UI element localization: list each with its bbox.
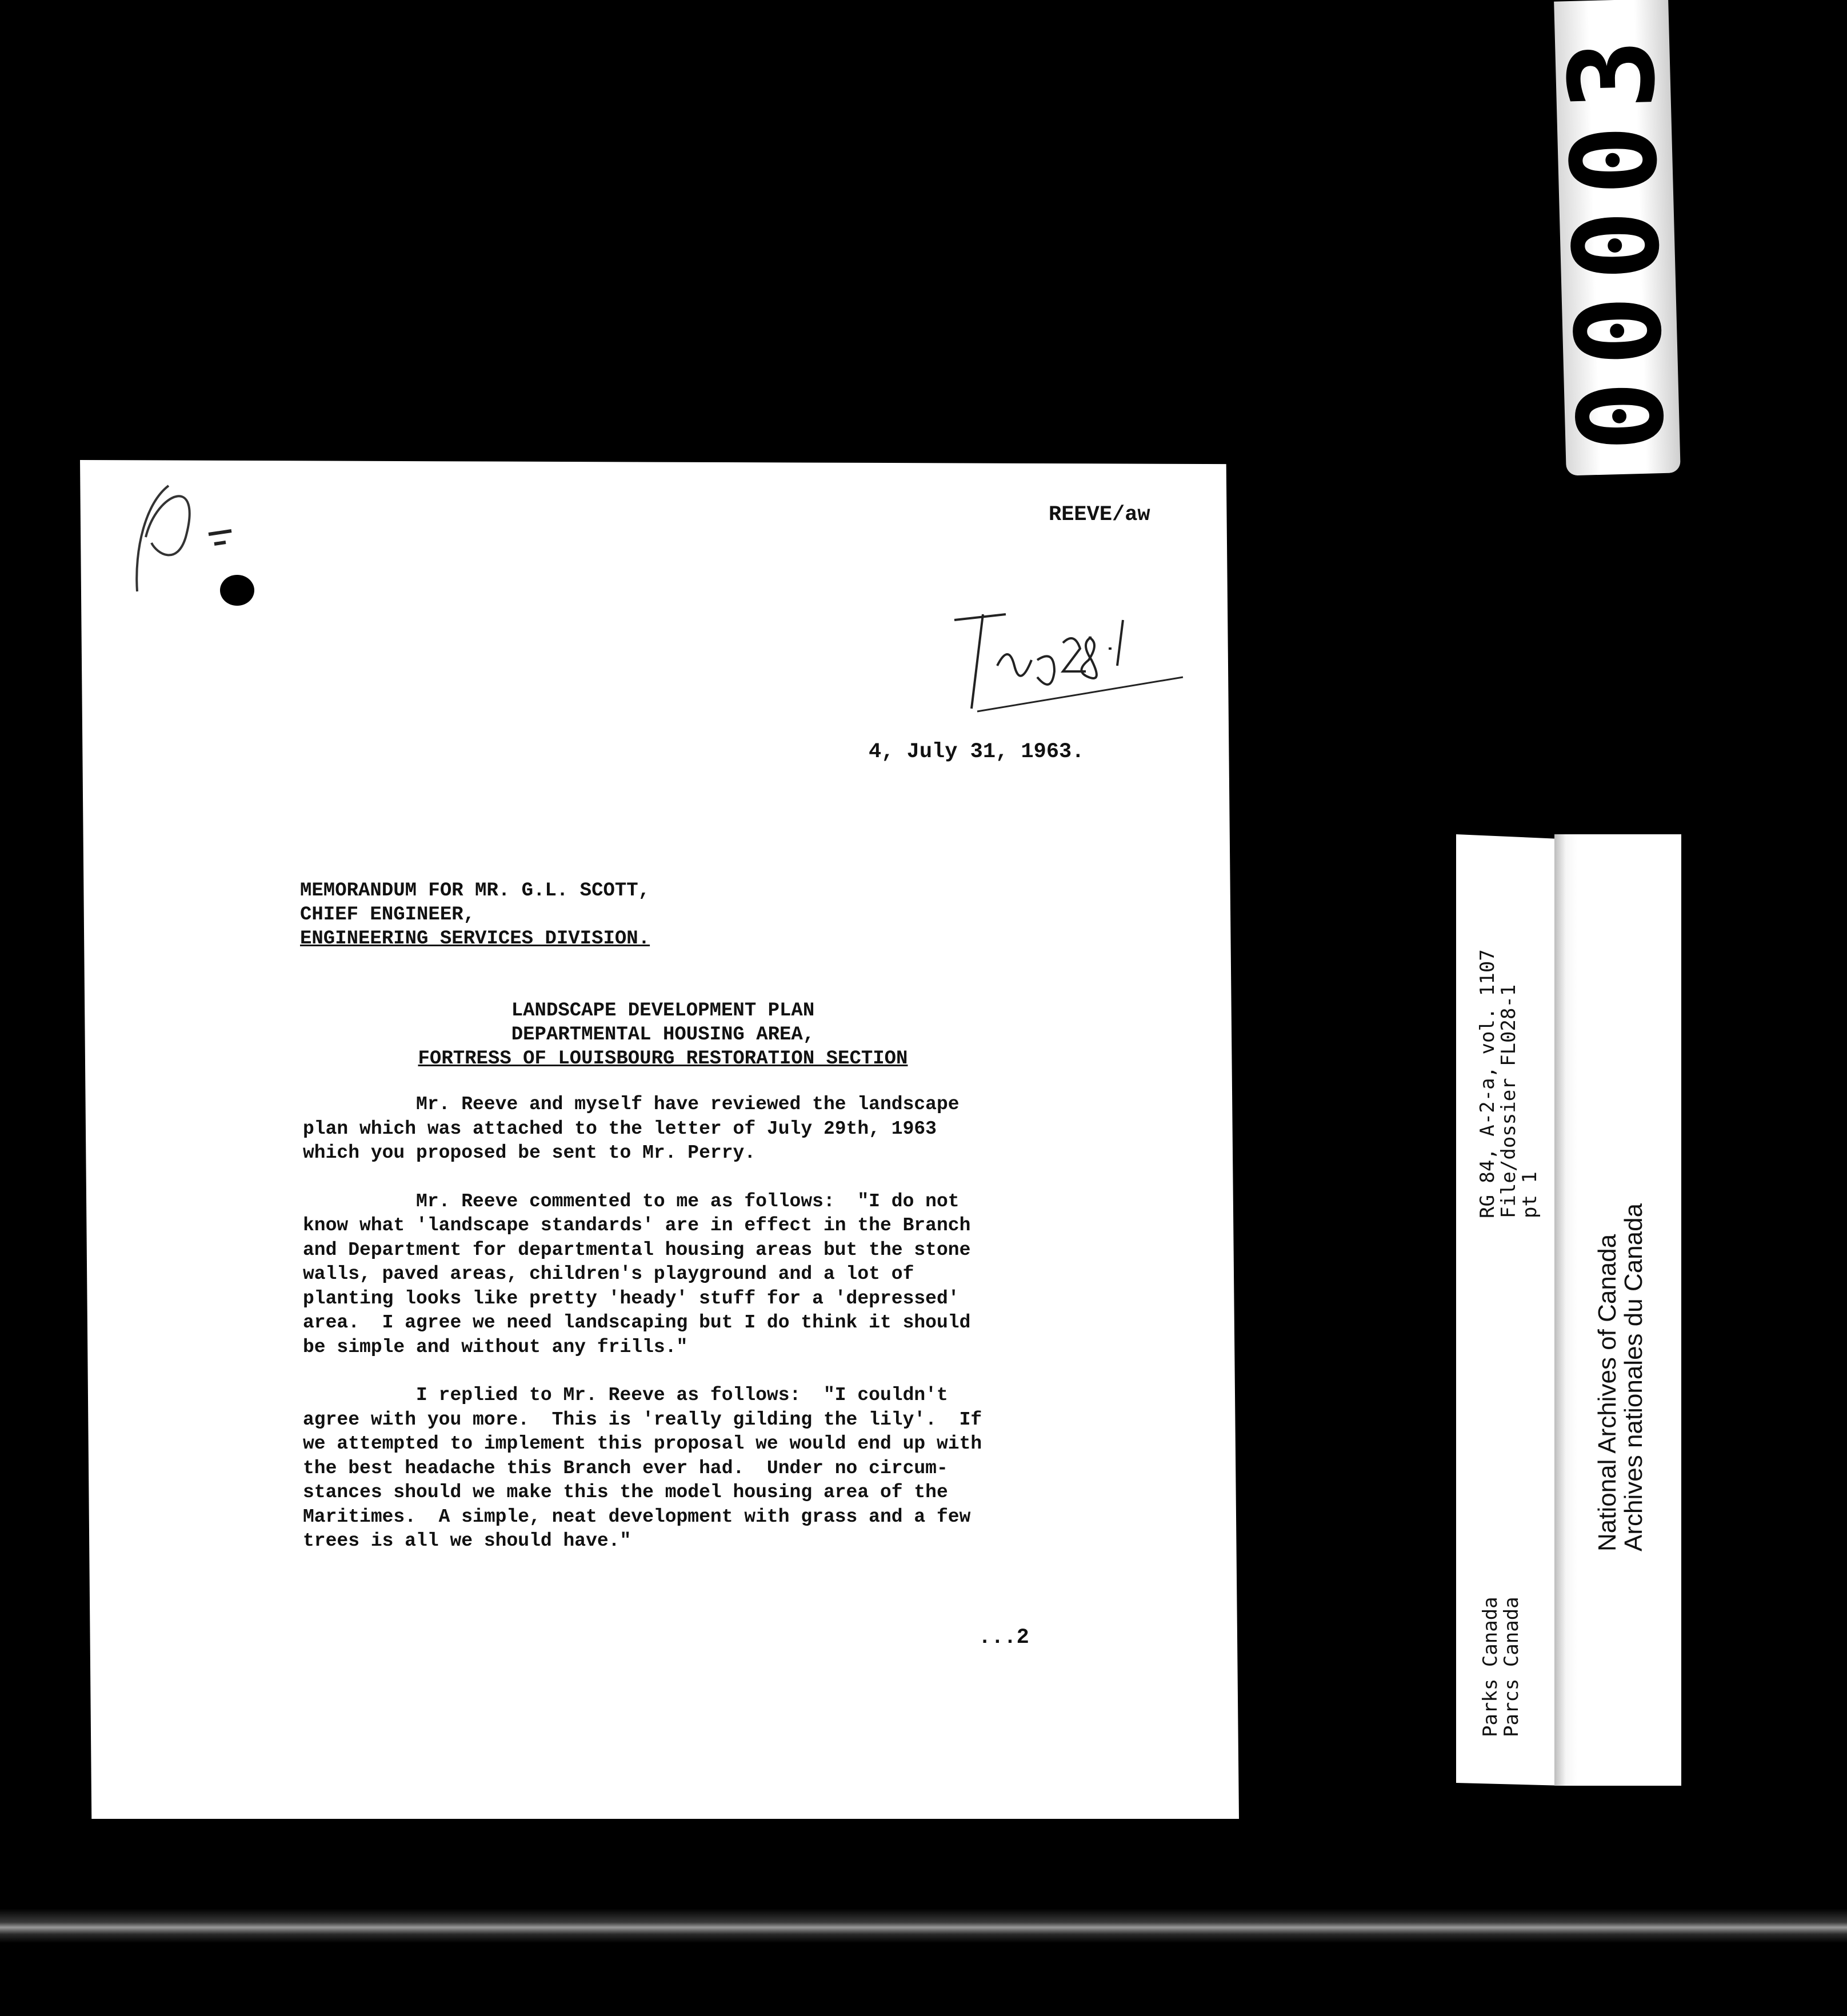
frame-number: 00003 <box>1544 22 1691 453</box>
reference-line: pt 1 <box>1518 1171 1541 1218</box>
memo-date: 4, July 31, 1963. <box>869 740 1085 764</box>
subject-line: LANDSCAPE DEVELOPMENT PLAN <box>511 1000 815 1022</box>
reference-line: RG 84, A-2-a, vol. 1107 <box>1476 949 1499 1218</box>
archival-reference <box>1477 949 1541 1218</box>
subject-line: DEPARTMENTAL HOUSING AREA, <box>511 1024 815 1046</box>
paragraph: Mr. Reeve commented to me as follows: "I do not know what 'landscape standards' are in effect in the Branch and Department for departmental housing areas but the stone walls, paved areas, children's playground and a lot of planting looks like pretty 'heady' stuff for a 'depressed' area. I agree we need landscaping but I do think it should be simple and without any frills." <box>303 1190 971 1358</box>
ink-blot <box>220 575 254 606</box>
archives-name <box>1594 1203 1647 1551</box>
reference-line: File/dossier FL028-1 <box>1497 984 1520 1218</box>
addressee-line: CHIEF ENGINEER, <box>300 904 475 926</box>
handwritten-initial <box>123 469 271 617</box>
handwritten-file-number <box>943 597 1189 717</box>
paragraph: Mr. Reeve and myself have reviewed the landscape plan which was attached to the letter of July 29th, 1963 which you proposed be sent to Mr. Perry. <box>303 1094 960 1163</box>
addressee-block <box>300 879 650 951</box>
agency-line: Parcs Canada <box>1500 1597 1523 1737</box>
subject-block <box>409 999 917 1071</box>
archives-line: Archives nationales du Canada <box>1620 1203 1648 1551</box>
memo-body <box>303 1093 1057 1578</box>
film-edge <box>0 1909 1847 1943</box>
frame-number-strip <box>1544 0 1691 475</box>
reference-initials: REEVE/aw <box>1049 503 1150 527</box>
continuation-marker: ...2 <box>978 1626 1029 1650</box>
addressee-line: ENGINEERING SERVICES DIVISION. <box>300 928 650 950</box>
subject-line: FORTRESS OF LOUISBOURG RESTORATION SECTION <box>418 1048 908 1070</box>
addressee-line: MEMORANDUM FOR MR. G.L. SCOTT, <box>300 880 650 902</box>
agency-line: Parks Canada <box>1479 1597 1502 1737</box>
archives-line: National Archives of Canada <box>1593 1234 1621 1551</box>
agency-name <box>1480 1597 1522 1737</box>
paragraph: I replied to Mr. Reeve as follows: "I couldn't agree with you more. This is 'really gilding the lily'. If we attempted to implement this proposal we would end up with the best headache this Branch ever had. Under no circum- stances should we make this the model housing area of the Maritimes. A simple, neat development with grass and a few trees is all we should have." <box>303 1385 982 1551</box>
